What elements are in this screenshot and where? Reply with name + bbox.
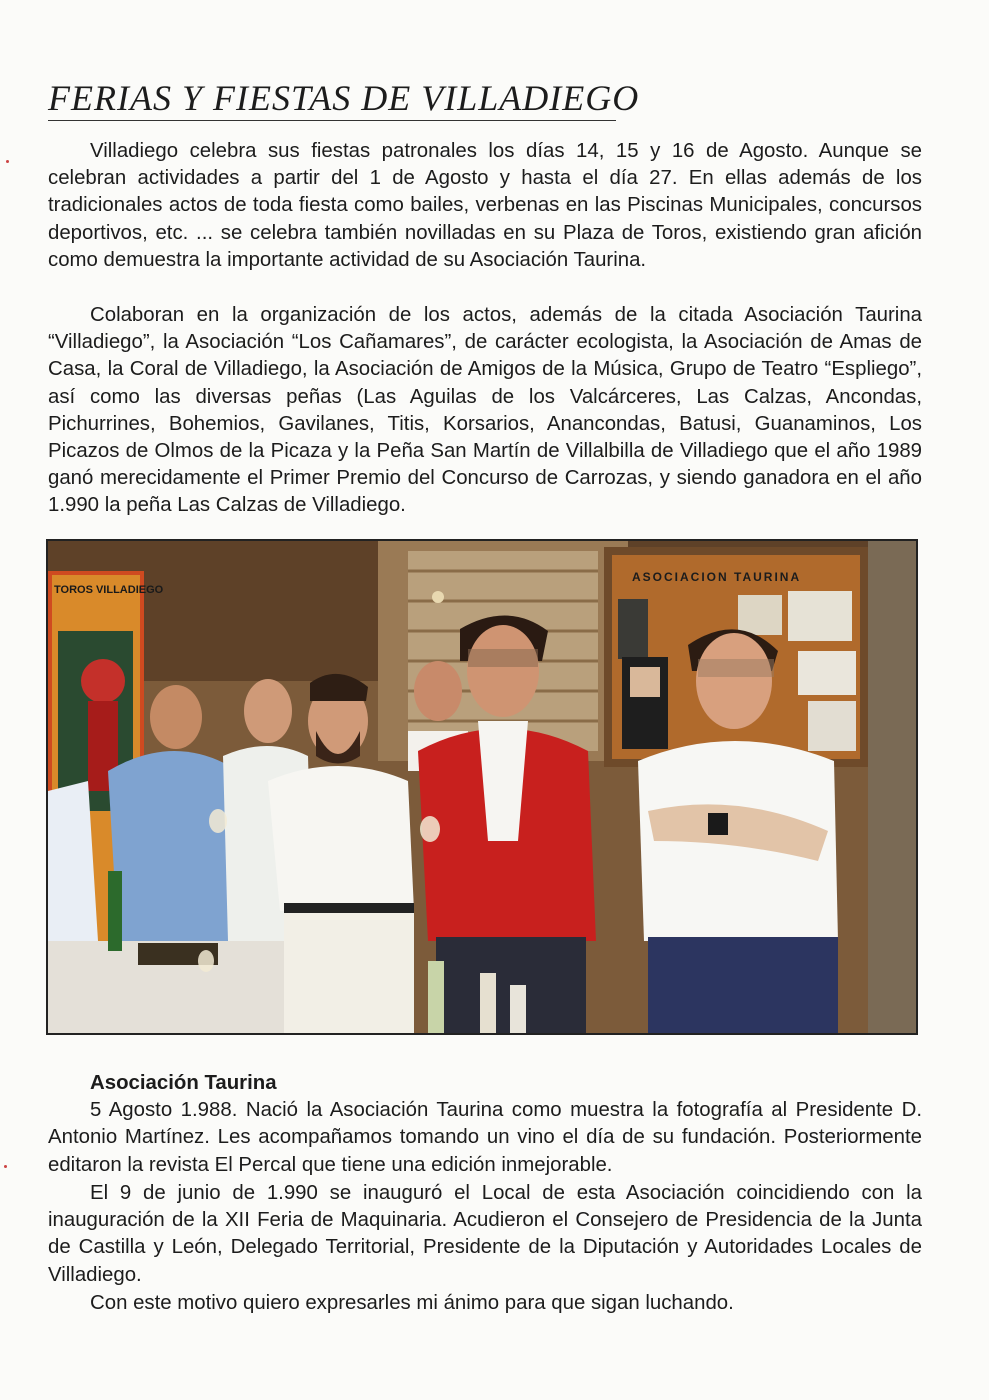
- photo-asociacion-taurina: [46, 539, 918, 1035]
- scan-mark: [6, 160, 9, 163]
- caption-title: Asociación Taurina: [90, 1072, 277, 1094]
- poster-text: TOROS VILLADIEGO: [54, 584, 164, 596]
- inauguration-paragraph: El 9 de junio de 1.990 se inauguró el Local de esta Asociación coincidiendo con la inauguración de la XII Feria de Maquinaria. Acudieron el Consejero de Presidencia de la Junta de Castilla y León, Delegado Territorial, Presidente de la Diputación y Autoridades Locales de Villadiego.: [48, 1182, 922, 1286]
- page-title: FERIAS Y FIESTAS DE VILLADIEGO: [48, 76, 616, 121]
- photo-caption: [48, 1070, 922, 1179]
- intro-paragraph: Villadiego celebra sus fiestas patronales los días 14, 15 y 16 de Agosto. Aunque se celebran actividades a partir del 1 de Agosto y hasta el día 27. En ellas además de los tradicionales actos de toda fiesta como bailes, verbenas en las Piscinas Municipales, concursos deportivos, etc. ... se celebra también novilladas en su Plaza de Toros, existiendo gran afición como demuestra la importante actividad de su Asociación Taurina.: [48, 140, 922, 271]
- caption-text: 5 Agosto 1.988. Nació la Asociación Taurina como muestra la fotografía al Presidente D. Antonio Martínez. Les acompañamos tomando un vino el día de su fundación. Posteriormente editaron la revista El Percal que tiene una edición inmejorable.: [48, 1099, 922, 1176]
- closing-paragraph: Con este motivo quiero expresarles mi ánimo para que sigan luchando.: [90, 1292, 734, 1314]
- collaborators-paragraph: Colaboran en la organización de los actos, además de la citada Asociación Taurina “Villadiego”, la Asociación “Los Cañamares”, de carácter ecologista, la Asociación de Amas de Casa, la Coral de Villadiego, la Asociación de Amigos de la Música, Grupo de Teatro “Espliego”, así como las diversas peñas (Las Aguilas de los Valcárceres, Las Calzas, Ancondas, Pichurrines, Bohemios, Gavilanes, Titis, Korsarios, Anancondas, Batusi, Guanaminos, Los Picazos de Olmos de la Picaza y la Peña San Martín de Villalbilla de Villadiego que el año 1989 ganó merecidamente el Primer Premio del Concurso de Carrozas, y siendo ganadora en el año 1.990 la peña Las Calzas de Villadiego.: [48, 304, 922, 517]
- board-text: ASOCIACION TAURINA: [632, 570, 802, 584]
- scan-mark: [4, 1165, 7, 1168]
